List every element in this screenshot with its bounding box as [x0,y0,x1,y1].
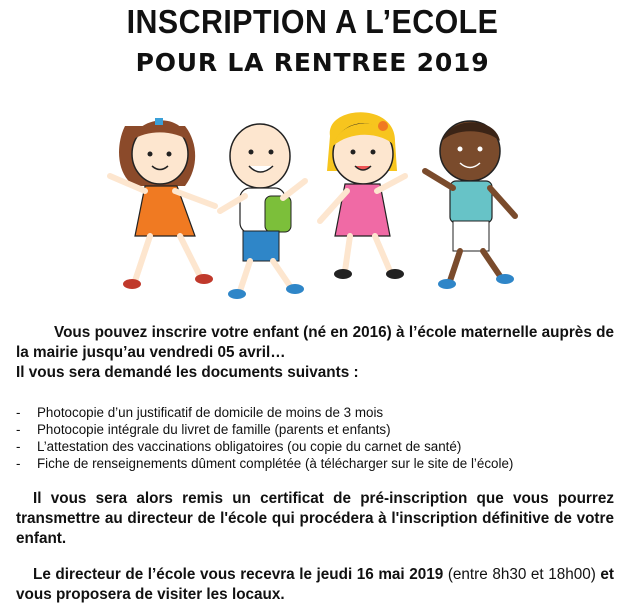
certificate-paragraph [16,489,614,549]
child-boy-green [220,124,305,299]
intro-paragraph [16,323,614,383]
bullet-dash: - [16,422,21,437]
list-item-text: L’attestation des vaccinations obligatoires (ou copie du carnet de santé) [37,439,462,454]
child-girl-orange [110,118,215,289]
meeting-paragraph [16,565,614,605]
four-children-jumping-illustration [105,86,525,306]
list-item-text: Fiche de renseignements dûment complétée (à télécharger sur le site de l’école) [37,456,514,471]
page-title: INSCRIPTION A L’ECOLE [126,3,499,40]
bullet-dash: - [16,439,21,454]
list-item [16,404,616,421]
meeting-hours: (entre 8h30 et 18h00) [443,566,596,583]
list-item-text: Photocopie intégrale du livret de famille (parents et enfants) [37,422,391,437]
meeting-text-c: et vous proposera de visiter les locaux. [16,566,614,603]
meeting-text-a: Le directeur de l’école vous recevra le jeudi 16 mai 2019 [33,566,444,583]
bullet-dash: - [16,405,21,420]
list-item-text: Photocopie d’un justificatif de domicile de moins de 3 mois [37,405,384,420]
intro-line-1: Vous pouvez inscrire votre enfant (né en 2016) à l’école maternelle auprès de la mairie jusqu’au vendredi 05 avril… [16,324,614,361]
page-subtitle: POUR LA RENTREE 2019 [135,48,490,77]
list-item [16,421,616,438]
list-item [16,438,616,455]
documents-list [16,404,616,472]
intro-line-2: Il vous sera demandé les documents suivants : [16,364,359,381]
child-girl-pink [320,112,405,279]
certificate-text: Il vous sera alors remis un certificat de pré-inscription que vous pourrez transmettre au directeur de l'école qui procédera à l'inscription définitive de votre enfant. [16,490,614,547]
child-boy-teal [425,121,515,289]
list-item [16,455,616,472]
bullet-dash: - [16,456,21,471]
